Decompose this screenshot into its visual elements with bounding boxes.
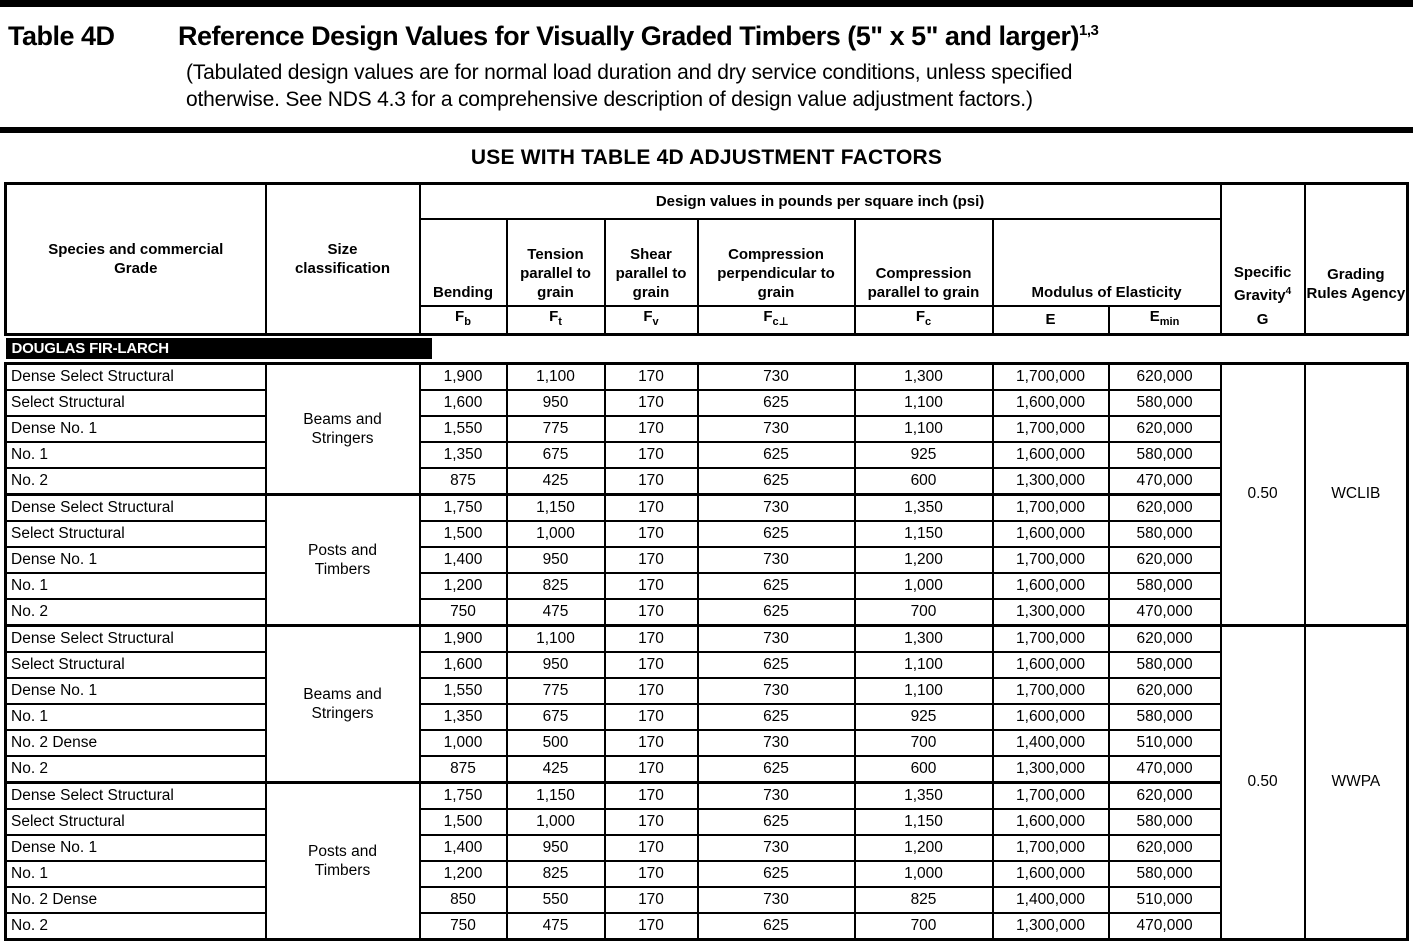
species-header-line: Grade bbox=[114, 259, 158, 277]
value-cell: 170 bbox=[605, 547, 698, 573]
value-cell: 170 bbox=[605, 835, 698, 861]
value-cell: 700 bbox=[855, 913, 993, 940]
table-row bbox=[6, 390, 1408, 416]
value-cell: 470,000 bbox=[1109, 913, 1221, 940]
size-line: Beams and bbox=[303, 410, 382, 428]
table-label: Table 4D bbox=[8, 21, 115, 51]
table-row bbox=[6, 442, 1408, 468]
value-cell: 625 bbox=[698, 468, 855, 495]
value-cell: 620,000 bbox=[1109, 494, 1221, 521]
grade-cell: Dense Select Structural bbox=[6, 363, 266, 390]
value-cell: 1,400 bbox=[420, 835, 507, 861]
col-header-compression-parallel: Compression parallel to grain bbox=[855, 219, 993, 306]
col-header-grading-agency bbox=[1305, 184, 1408, 335]
value-cell: 580,000 bbox=[1109, 652, 1221, 678]
grade-cell: Dense Select Structural bbox=[6, 494, 266, 521]
value-cell: 620,000 bbox=[1109, 363, 1221, 390]
symbol-g: G bbox=[1256, 310, 1269, 328]
value-cell: 510,000 bbox=[1109, 887, 1221, 913]
value-cell: 1,300 bbox=[855, 625, 993, 652]
grade-cell: No. 2 Dense bbox=[6, 730, 266, 756]
value-cell: 950 bbox=[507, 390, 605, 416]
subtitle bbox=[186, 59, 1413, 113]
value-cell: 625 bbox=[698, 599, 855, 626]
value-cell: 1,550 bbox=[420, 678, 507, 704]
value-cell: 620,000 bbox=[1109, 416, 1221, 442]
table-row bbox=[6, 494, 1408, 521]
size-line: Timbers bbox=[314, 560, 371, 578]
value-cell: 1,150 bbox=[507, 782, 605, 809]
value-cell: 1,300,000 bbox=[993, 468, 1109, 495]
grading-agency-label: Grading Rules Agency bbox=[1306, 265, 1406, 302]
value-cell: 1,700,000 bbox=[993, 678, 1109, 704]
value-cell: 580,000 bbox=[1109, 390, 1221, 416]
value-cell: 625 bbox=[698, 442, 855, 468]
value-cell: 925 bbox=[855, 704, 993, 730]
size-header-line: classification bbox=[294, 259, 391, 277]
col-header-shear: Shear parallel to grain bbox=[605, 219, 698, 306]
value-cell: 1,150 bbox=[855, 521, 993, 547]
value-cell: 470,000 bbox=[1109, 599, 1221, 626]
value-cell: 170 bbox=[605, 599, 698, 626]
species-header-line: Species and commercial bbox=[48, 240, 224, 258]
value-cell: 1,500 bbox=[420, 809, 507, 835]
value-cell: 1,100 bbox=[507, 363, 605, 390]
col-header-design-values: Design values in pounds per square inch (psi) bbox=[420, 184, 1221, 219]
specific-gravity-superscript: 4 bbox=[1285, 285, 1292, 297]
design-values-table bbox=[4, 182, 1409, 941]
value-cell: 475 bbox=[507, 599, 605, 626]
value-cell: 1,700,000 bbox=[993, 782, 1109, 809]
value-cell: 170 bbox=[605, 573, 698, 599]
value-cell: 675 bbox=[507, 704, 605, 730]
value-cell: 170 bbox=[605, 809, 698, 835]
value-cell: 580,000 bbox=[1109, 573, 1221, 599]
table-row bbox=[6, 416, 1408, 442]
symbol-fb: $F_b$ bbox=[420, 306, 507, 335]
value-cell: 1,000 bbox=[855, 861, 993, 887]
table-row bbox=[6, 913, 1408, 940]
value-cell: 1,700,000 bbox=[993, 835, 1109, 861]
value-cell: 1,700,000 bbox=[993, 547, 1109, 573]
value-cell: 730 bbox=[698, 782, 855, 809]
value-cell: 1,200 bbox=[420, 861, 507, 887]
value-cell: 1,700,000 bbox=[993, 416, 1109, 442]
value-cell: 170 bbox=[605, 652, 698, 678]
value-cell: 1,900 bbox=[420, 625, 507, 652]
value-cell: 1,750 bbox=[420, 494, 507, 521]
value-cell: 1,350 bbox=[420, 442, 507, 468]
value-cell: 170 bbox=[605, 782, 698, 809]
page-title-text: Reference Design Values for Visually Graded Timbers (5" x 5" and larger) bbox=[178, 21, 1079, 51]
value-cell: 730 bbox=[698, 625, 855, 652]
value-cell: 580,000 bbox=[1109, 521, 1221, 547]
grade-cell: No. 2 bbox=[6, 468, 266, 495]
value-cell: 470,000 bbox=[1109, 756, 1221, 783]
value-cell: 625 bbox=[698, 913, 855, 940]
value-cell: 1,400,000 bbox=[993, 730, 1109, 756]
value-cell: 510,000 bbox=[1109, 730, 1221, 756]
value-cell: 730 bbox=[698, 835, 855, 861]
value-cell: 580,000 bbox=[1109, 809, 1221, 835]
value-cell: 950 bbox=[507, 835, 605, 861]
value-cell: 1,300,000 bbox=[993, 599, 1109, 626]
value-cell: 1,550 bbox=[420, 416, 507, 442]
value-cell: 730 bbox=[698, 416, 855, 442]
symbol-emin: $E_{min}$ bbox=[1109, 306, 1221, 335]
grade-cell: Dense No. 1 bbox=[6, 416, 266, 442]
specific-gravity-cell: 0.50 bbox=[1221, 363, 1305, 625]
table-row bbox=[6, 756, 1408, 783]
value-cell: 170 bbox=[605, 887, 698, 913]
value-cell: 700 bbox=[855, 599, 993, 626]
col-header-species bbox=[6, 184, 266, 335]
value-cell: 875 bbox=[420, 468, 507, 495]
col-header-compression-perpendicular: Compression perpendicular to grain bbox=[698, 219, 855, 306]
value-cell: 170 bbox=[605, 390, 698, 416]
grade-cell: Select Structural bbox=[6, 390, 266, 416]
value-cell: 1,200 bbox=[855, 547, 993, 573]
value-cell: 1,300,000 bbox=[993, 913, 1109, 940]
table-row bbox=[6, 704, 1408, 730]
value-cell: 620,000 bbox=[1109, 782, 1221, 809]
value-cell: 1,600 bbox=[420, 652, 507, 678]
value-cell: 1,600,000 bbox=[993, 442, 1109, 468]
species-band-row bbox=[6, 334, 1408, 363]
value-cell: 730 bbox=[698, 547, 855, 573]
symbol-ft: $F_t$ bbox=[507, 306, 605, 335]
banner-heading: USE WITH TABLE 4D ADJUSTMENT FACTORS bbox=[470, 146, 943, 169]
value-cell: 580,000 bbox=[1109, 861, 1221, 887]
grade-cell: Select Structural bbox=[6, 809, 266, 835]
value-cell: 625 bbox=[698, 390, 855, 416]
value-cell: 1,300 bbox=[855, 363, 993, 390]
table-row bbox=[6, 730, 1408, 756]
table-row bbox=[6, 573, 1408, 599]
value-cell: 1,150 bbox=[855, 809, 993, 835]
value-cell: 625 bbox=[698, 861, 855, 887]
size-line: Timbers bbox=[314, 861, 371, 879]
value-cell: 1,600,000 bbox=[993, 809, 1109, 835]
top-rule bbox=[0, 0, 1413, 7]
value-cell: 1,100 bbox=[855, 390, 993, 416]
size-line: Beams and bbox=[303, 685, 382, 703]
value-cell: 620,000 bbox=[1109, 835, 1221, 861]
value-cell: 730 bbox=[698, 887, 855, 913]
value-cell: 730 bbox=[698, 363, 855, 390]
value-cell: 170 bbox=[605, 913, 698, 940]
table-row bbox=[6, 521, 1408, 547]
value-cell: 1,600 bbox=[420, 390, 507, 416]
value-cell: 1,600,000 bbox=[993, 521, 1109, 547]
value-cell: 700 bbox=[855, 730, 993, 756]
size-line: Posts and bbox=[308, 842, 377, 860]
size-line: Posts and bbox=[308, 541, 377, 559]
size-cell bbox=[266, 494, 420, 625]
col-header-size bbox=[266, 184, 420, 335]
size-cell bbox=[266, 363, 420, 494]
value-cell: 1,300,000 bbox=[993, 756, 1109, 783]
value-cell: 1,400 bbox=[420, 547, 507, 573]
value-cell: 1,700,000 bbox=[993, 494, 1109, 521]
value-cell: 550 bbox=[507, 887, 605, 913]
value-cell: 500 bbox=[507, 730, 605, 756]
value-cell: 875 bbox=[420, 756, 507, 783]
value-cell: 170 bbox=[605, 494, 698, 521]
value-cell: 925 bbox=[855, 442, 993, 468]
value-cell: 1,100 bbox=[855, 652, 993, 678]
table-row bbox=[6, 468, 1408, 495]
value-cell: 170 bbox=[605, 416, 698, 442]
value-cell: 675 bbox=[507, 442, 605, 468]
species-band: DOUGLAS FIR-LARCH bbox=[6, 338, 432, 359]
value-cell: 625 bbox=[698, 704, 855, 730]
size-cell bbox=[266, 782, 420, 939]
value-cell: 1,000 bbox=[855, 573, 993, 599]
value-cell: 475 bbox=[507, 913, 605, 940]
value-cell: 625 bbox=[698, 652, 855, 678]
size-cell bbox=[266, 625, 420, 782]
value-cell: 775 bbox=[507, 416, 605, 442]
value-cell: 1,900 bbox=[420, 363, 507, 390]
value-cell: 625 bbox=[698, 809, 855, 835]
value-cell: 950 bbox=[507, 652, 605, 678]
value-cell: 825 bbox=[507, 573, 605, 599]
table-row bbox=[6, 887, 1408, 913]
col-header-modulus-of-elasticity: Modulus of Elasticity bbox=[993, 219, 1221, 306]
value-cell: 1,700,000 bbox=[993, 625, 1109, 652]
value-cell: 825 bbox=[855, 887, 993, 913]
grade-cell: No. 1 bbox=[6, 442, 266, 468]
table-row bbox=[6, 363, 1408, 390]
value-cell: 1,600,000 bbox=[993, 861, 1109, 887]
value-cell: 1,150 bbox=[507, 494, 605, 521]
symbol-fc: $F_c$ bbox=[855, 306, 993, 335]
table-row bbox=[6, 835, 1408, 861]
grade-cell: No. 1 bbox=[6, 573, 266, 599]
value-cell: 730 bbox=[698, 494, 855, 521]
value-cell: 625 bbox=[698, 521, 855, 547]
size-line: Stringers bbox=[311, 429, 374, 447]
value-cell: 750 bbox=[420, 599, 507, 626]
col-header-tension: Tension parallel to grain bbox=[507, 219, 605, 306]
page-title bbox=[178, 21, 1098, 52]
value-cell: 850 bbox=[420, 887, 507, 913]
value-cell: 470,000 bbox=[1109, 468, 1221, 495]
value-cell: 580,000 bbox=[1109, 442, 1221, 468]
table-row bbox=[6, 547, 1408, 573]
table-row bbox=[6, 809, 1408, 835]
subtitle-line-1: (Tabulated design values are for normal load duration and dry service conditions, unless specified bbox=[186, 61, 1073, 84]
value-cell: 620,000 bbox=[1109, 547, 1221, 573]
grade-cell: No. 2 bbox=[6, 599, 266, 626]
col-header-specific-gravity bbox=[1221, 184, 1305, 335]
value-cell: 1,600,000 bbox=[993, 573, 1109, 599]
table-row bbox=[6, 652, 1408, 678]
value-cell: 1,350 bbox=[855, 494, 993, 521]
value-cell: 1,000 bbox=[507, 521, 605, 547]
grade-cell: Dense Select Structural bbox=[6, 782, 266, 809]
value-cell: 1,100 bbox=[507, 625, 605, 652]
value-cell: 1,750 bbox=[420, 782, 507, 809]
value-cell: 1,200 bbox=[855, 835, 993, 861]
specific-gravity-cell: 0.50 bbox=[1221, 625, 1305, 939]
value-cell: 1,200 bbox=[420, 573, 507, 599]
value-cell: 775 bbox=[507, 678, 605, 704]
value-cell: 1,700,000 bbox=[993, 363, 1109, 390]
value-cell: 950 bbox=[507, 547, 605, 573]
value-cell: 170 bbox=[605, 468, 698, 495]
subtitle-line-2: otherwise. See NDS 4.3 for a comprehensive description of design value adjustment factors.) bbox=[186, 88, 1033, 111]
value-cell: 1,600,000 bbox=[993, 652, 1109, 678]
value-cell: 1,400,000 bbox=[993, 887, 1109, 913]
grade-cell: No. 2 bbox=[6, 756, 266, 783]
grade-cell: Dense No. 1 bbox=[6, 835, 266, 861]
grade-cell: No. 1 bbox=[6, 704, 266, 730]
title-superscript: 1,3 bbox=[1078, 22, 1099, 39]
value-cell: 170 bbox=[605, 521, 698, 547]
symbol-e: E bbox=[993, 306, 1109, 335]
grading-agency-cell: WWPA bbox=[1305, 625, 1408, 939]
value-cell: 1,350 bbox=[855, 782, 993, 809]
value-cell: 425 bbox=[507, 468, 605, 495]
value-cell: 170 bbox=[605, 730, 698, 756]
symbol-fv: $F_v$ bbox=[605, 306, 698, 335]
value-cell: 600 bbox=[855, 468, 993, 495]
grade-cell: Dense No. 1 bbox=[6, 678, 266, 704]
table-row bbox=[6, 782, 1408, 809]
value-cell: 1,350 bbox=[420, 704, 507, 730]
value-cell: 425 bbox=[507, 756, 605, 783]
value-cell: 170 bbox=[605, 363, 698, 390]
table-row bbox=[6, 678, 1408, 704]
value-cell: 1,600,000 bbox=[993, 390, 1109, 416]
value-cell: 170 bbox=[605, 756, 698, 783]
value-cell: 625 bbox=[698, 756, 855, 783]
table-row bbox=[6, 861, 1408, 887]
value-cell: 730 bbox=[698, 730, 855, 756]
value-cell: 620,000 bbox=[1109, 678, 1221, 704]
col-header-bending: Bending bbox=[420, 219, 507, 306]
grade-cell: Select Structural bbox=[6, 521, 266, 547]
grade-cell: Select Structural bbox=[6, 652, 266, 678]
value-cell: 1,000 bbox=[420, 730, 507, 756]
value-cell: 170 bbox=[605, 442, 698, 468]
grading-agency-cell: WCLIB bbox=[1305, 363, 1408, 625]
grade-cell: Dense No. 1 bbox=[6, 547, 266, 573]
value-cell: 1,000 bbox=[507, 809, 605, 835]
value-cell: 625 bbox=[698, 573, 855, 599]
value-cell: 620,000 bbox=[1109, 625, 1221, 652]
value-cell: 600 bbox=[855, 756, 993, 783]
value-cell: 170 bbox=[605, 704, 698, 730]
grade-cell: No. 1 bbox=[6, 861, 266, 887]
table-row bbox=[6, 599, 1408, 626]
value-cell: 825 bbox=[507, 861, 605, 887]
mid-rule bbox=[0, 127, 1413, 133]
title-block bbox=[0, 7, 1413, 127]
value-cell: 750 bbox=[420, 913, 507, 940]
size-header-line: Size bbox=[327, 240, 358, 258]
grade-cell: No. 2 Dense bbox=[6, 887, 266, 913]
grade-cell: No. 2 bbox=[6, 913, 266, 940]
size-line: Stringers bbox=[311, 704, 374, 722]
grade-cell: Dense Select Structural bbox=[6, 625, 266, 652]
value-cell: 170 bbox=[605, 861, 698, 887]
value-cell: 1,600,000 bbox=[993, 704, 1109, 730]
symbol-fc-perp: $F_{c\perp}$ bbox=[698, 306, 855, 335]
value-cell: 1,500 bbox=[420, 521, 507, 547]
value-cell: 170 bbox=[605, 625, 698, 652]
value-cell: 170 bbox=[605, 678, 698, 704]
value-cell: 1,100 bbox=[855, 416, 993, 442]
value-cell: 1,100 bbox=[855, 678, 993, 704]
value-cell: 730 bbox=[698, 678, 855, 704]
specific-gravity-label: Specific Gravity$^4$ bbox=[1233, 263, 1292, 304]
value-cell: 580,000 bbox=[1109, 704, 1221, 730]
table-row bbox=[6, 625, 1408, 652]
